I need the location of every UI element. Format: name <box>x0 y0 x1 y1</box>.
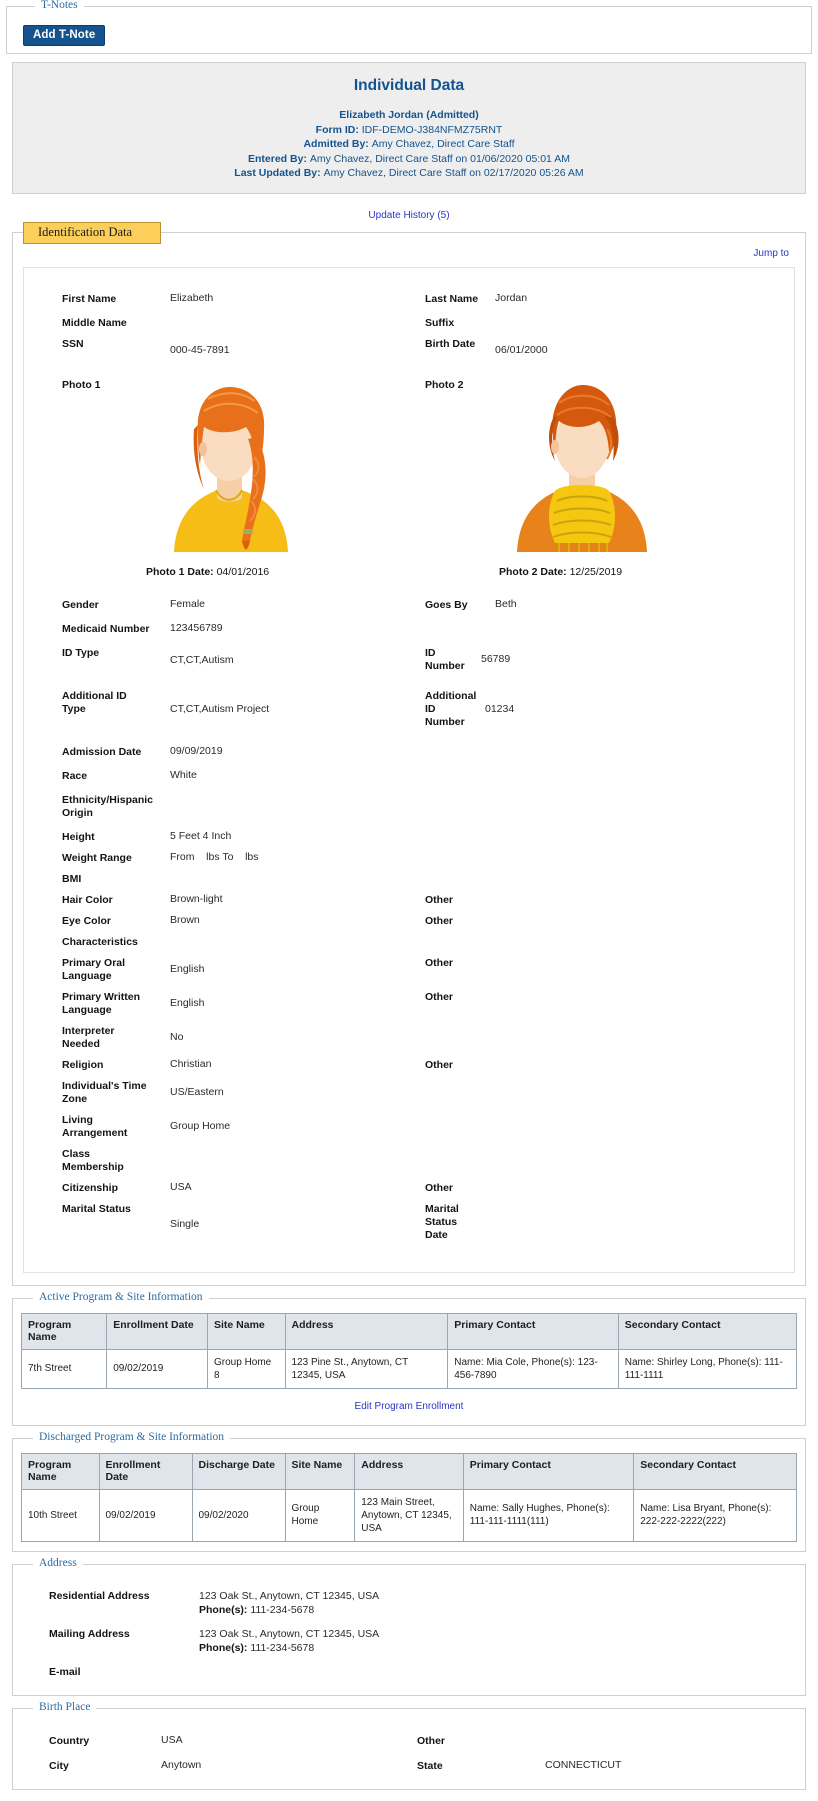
country-label: Country <box>49 1734 90 1747</box>
birth-place-section <box>12 1700 806 1790</box>
photo-2-date-label: Photo 2 Date: <box>499 565 567 578</box>
photo-2-date <box>499 566 622 578</box>
col-enrollment-date: Enrollment Date <box>107 1313 208 1349</box>
row-race <box>24 769 794 783</box>
middle-name-label: Middle Name <box>62 316 127 329</box>
medicaid-number-label: Medicaid Number <box>62 622 150 635</box>
field-marital-status-date <box>409 1202 794 1242</box>
row-weight-range <box>24 851 794 865</box>
field-living-arrangement <box>24 1113 409 1140</box>
row-written-language <box>24 990 794 1017</box>
address-section <box>12 1556 806 1696</box>
oral-other-label: Other <box>425 956 454 969</box>
row-bmi <box>24 872 794 886</box>
weight-range-label: Weight Range <box>62 851 132 864</box>
row-citizenship <box>24 1181 794 1195</box>
jump-to-container <box>23 243 795 267</box>
row-living-arrangement <box>24 1113 794 1140</box>
photo-2-date-value: 12/25/2019 <box>569 565 623 578</box>
field-marital-status <box>24 1202 409 1231</box>
field-religion-other <box>409 1058 794 1072</box>
admission-date-label: Admission Date <box>62 745 142 758</box>
goes-by-label: Goes By <box>425 598 468 611</box>
field-bmi <box>24 872 409 886</box>
cell-d-discharge-date: 09/02/2020 <box>192 1489 285 1541</box>
row-mailing-address <box>21 1627 797 1655</box>
birth-place-legend: Birth Place <box>33 1701 96 1713</box>
marital-status-label: Marital Status <box>62 1202 131 1215</box>
field-primary-written-language <box>24 990 409 1017</box>
living-arrangement-value: Group Home <box>170 1119 231 1132</box>
add-t-note-button[interactable]: Add T-Note <box>23 25 105 46</box>
class-membership-label: Class Membership <box>62 1147 124 1173</box>
active-program-header-row <box>22 1313 797 1349</box>
row-middle-suffix <box>24 316 794 330</box>
update-history-link[interactable]: Update History (5) <box>368 209 450 221</box>
row-residential-address <box>21 1589 797 1617</box>
row-admission-date <box>24 745 794 759</box>
field-eye-color <box>24 914 409 928</box>
field-weight-range <box>24 851 409 865</box>
entered-by-label: Entered By: <box>248 152 307 165</box>
photo-1-date <box>146 566 269 578</box>
country-other-label: Other <box>417 1734 446 1747</box>
form-id-row <box>21 123 797 138</box>
admitted-by-row <box>21 137 797 152</box>
country-value: USA <box>161 1733 183 1746</box>
residential-address-values <box>199 1589 379 1617</box>
cell-primary-contact: Name: Mia Cole, Phone(s): 123-456-7890 <box>448 1349 619 1388</box>
photo-2-image[interactable] <box>499 377 664 557</box>
individual-data-header <box>12 62 806 194</box>
active-program-section <box>12 1290 806 1426</box>
primary-written-language-label: Primary Written Language <box>62 990 140 1016</box>
first-name-value: Elizabeth <box>170 291 214 304</box>
mailing-address-values <box>199 1627 379 1655</box>
entered-by-value: Amy Chavez, Direct Care Staff on 01/06/2020 05:01 AM <box>309 152 570 165</box>
t-notes-legend: T-Notes <box>35 0 84 11</box>
field-citizenship <box>24 1181 409 1195</box>
row-eye-color <box>24 914 794 928</box>
row-ethnicity <box>24 793 794 820</box>
field-admission-date <box>24 745 409 759</box>
row-ssn-birth <box>24 337 794 357</box>
primary-written-language-value: English <box>170 996 205 1009</box>
cell-d-enrollment-date: 09/02/2019 <box>99 1489 192 1541</box>
cell-address: 123 Pine St., Anytown, CT 12345, USA <box>285 1349 448 1388</box>
field-additional-id-number <box>409 689 794 729</box>
id-type-label: ID Type <box>62 646 100 659</box>
photo-1-label: Photo 1 <box>62 378 101 391</box>
last-updated-by-label: Last Updated By: <box>234 167 321 179</box>
city-value: Anytown <box>161 1758 202 1771</box>
field-primary-oral-language <box>24 956 409 983</box>
discharged-program-section <box>12 1430 806 1552</box>
col-d-site-name: Site Name <box>285 1453 355 1489</box>
religion-other-label: Other <box>425 1058 454 1071</box>
field-suffix <box>409 316 794 330</box>
photo-2-label: Photo 2 <box>425 378 464 391</box>
field-hair-color <box>24 893 409 907</box>
weight-range-value: From lbs To lbs <box>170 850 259 863</box>
update-history-container <box>0 205 818 223</box>
form-id-label: Form ID: <box>315 123 359 136</box>
ssn-value: 000-45-7891 <box>170 343 230 356</box>
bmi-label: BMI <box>62 872 82 885</box>
timezone-value: US/Eastern <box>170 1085 224 1098</box>
id-number-label: ID Number <box>425 646 465 672</box>
jump-to-link[interactable]: Jump to <box>753 247 789 259</box>
field-written-other <box>409 990 794 1004</box>
additional-id-number-label: Additional ID Number <box>425 689 477 728</box>
eye-color-label: Eye Color <box>62 914 112 927</box>
admission-date-value: 09/09/2019 <box>170 744 223 757</box>
religion-value: Christian <box>170 1057 212 1070</box>
col-primary-contact: Primary Contact <box>448 1313 619 1349</box>
discharged-program-legend: Discharged Program & Site Information <box>33 1431 230 1443</box>
row-additional-id <box>24 689 794 729</box>
identification-card <box>23 267 795 1273</box>
citizenship-label: Citizenship <box>62 1181 119 1194</box>
id-number-value: 56789 <box>481 652 511 665</box>
last-name-label: Last Name <box>425 292 479 305</box>
t-notes-panel <box>6 0 812 54</box>
field-additional-id-type <box>24 689 409 716</box>
residential-phone-value: 111-234-5678 <box>250 1603 315 1616</box>
cell-enrollment-date: 09/02/2019 <box>107 1349 208 1388</box>
page-title: Individual Data <box>353 77 465 94</box>
col-d-program-name: Program Name <box>22 1453 100 1489</box>
active-program-table <box>21 1313 797 1389</box>
discharged-program-header-row <box>22 1453 797 1489</box>
field-id-number <box>409 646 794 673</box>
row-gender-goesby <box>24 598 794 612</box>
mailing-address-value: 123 Oak St., Anytown, CT 12345, USA <box>199 1627 380 1640</box>
primary-oral-language-value: English <box>170 962 205 975</box>
row-marital-status <box>24 1202 794 1242</box>
field-interpreter-needed <box>24 1024 409 1051</box>
marital-status-date-label: Marital Status Date <box>425 1202 459 1241</box>
col-d-secondary-contact: Secondary Contact <box>634 1453 797 1489</box>
eye-color-value: Brown <box>170 913 200 926</box>
row-email <box>21 1665 797 1679</box>
row-id-type <box>24 646 794 673</box>
photo-2-wrap <box>413 391 790 587</box>
gender-value: Female <box>170 597 206 610</box>
city-label: City <box>49 1759 69 1772</box>
height-value: 5 Feet 4 Inch <box>170 829 232 842</box>
active-program-legend: Active Program & Site Information <box>33 1291 209 1303</box>
cell-d-site-name: Group Home <box>285 1489 355 1541</box>
row-timezone <box>24 1079 794 1106</box>
cell-d-program-name: 10th Street <box>22 1489 100 1541</box>
col-d-primary-contact: Primary Contact <box>463 1453 634 1489</box>
field-goes-by <box>409 598 794 612</box>
entered-by-row <box>21 152 797 167</box>
race-label: Race <box>62 769 88 782</box>
state-label: State <box>417 1759 443 1772</box>
additional-id-type-value: CT,CT,Autism Project <box>170 702 270 715</box>
marital-status-value: Single <box>170 1217 200 1230</box>
residential-phone-line <box>199 1603 379 1617</box>
birth-date-label: Birth Date <box>425 337 476 350</box>
race-value: White <box>170 768 197 781</box>
photo-1-wrap <box>28 391 405 587</box>
col-secondary-contact: Secondary Contact <box>618 1313 796 1349</box>
col-site-name: Site Name <box>208 1313 286 1349</box>
identification-data-section <box>12 224 806 1286</box>
col-program-name: Program Name <box>22 1313 107 1349</box>
row-country <box>21 1734 797 1748</box>
additional-id-number-value: 01234 <box>485 702 515 715</box>
height-label: Height <box>62 830 95 843</box>
interpreter-needed-value: No <box>170 1030 184 1043</box>
first-name-label: First Name <box>62 292 117 305</box>
additional-id-type-label: Additional ID Type <box>62 689 127 715</box>
field-citizenship-other <box>409 1181 794 1195</box>
field-state <box>409 1759 793 1773</box>
hair-color-label: Hair Color <box>62 893 113 906</box>
field-race <box>24 769 409 783</box>
last-name-value: Jordan <box>495 291 528 304</box>
row-characteristics <box>24 935 794 949</box>
col-d-address: Address <box>355 1453 464 1489</box>
suffix-label: Suffix <box>425 316 455 329</box>
field-characteristics <box>24 935 409 949</box>
eye-other-label: Other <box>425 914 454 927</box>
row-oral-language <box>24 956 794 983</box>
person-name-status: Elizabeth Jordan (Admitted) <box>339 109 479 121</box>
cell-secondary-contact: Name: Shirley Long, Phone(s): 111-111-1111 <box>618 1349 796 1388</box>
residential-address-label: Residential Address <box>49 1589 150 1602</box>
hair-other-label: Other <box>425 893 454 906</box>
row-city-state <box>21 1759 797 1773</box>
mailing-address-label: Mailing Address <box>49 1627 130 1640</box>
citizenship-other-label: Other <box>425 1181 454 1194</box>
edit-program-enrollment-link[interactable]: Edit Program Enrollment <box>354 1400 464 1412</box>
ssn-label: SSN <box>62 337 84 350</box>
residential-phone-label: Phone(s): <box>199 1603 248 1616</box>
birth-date-value: 06/01/2000 <box>495 343 548 356</box>
timezone-label: Individual's Time Zone <box>62 1079 147 1105</box>
email-label: E-mail <box>49 1665 81 1678</box>
field-medicaid-number <box>24 622 409 636</box>
field-last-name <box>409 292 794 306</box>
field-city <box>25 1759 409 1773</box>
mailing-phone-value: 111-234-5678 <box>250 1641 315 1654</box>
goes-by-value: Beth <box>495 597 517 610</box>
residential-address-value: 123 Oak St., Anytown, CT 12345, USA <box>199 1589 380 1602</box>
cell-d-address: 123 Main Street, Anytown, CT 12345, USA <box>355 1489 464 1541</box>
living-arrangement-label: Living Arrangement <box>62 1113 128 1139</box>
gender-label: Gender <box>62 598 99 611</box>
mailing-phone-label: Phone(s): <box>199 1641 248 1654</box>
field-country-other <box>409 1734 793 1748</box>
table-row <box>22 1349 797 1388</box>
row-height <box>24 830 794 844</box>
photo-2-cell <box>409 379 794 587</box>
interpreter-needed-label: Interpreter Needed <box>62 1024 115 1050</box>
field-religion <box>24 1058 409 1072</box>
medicaid-number-value: 123456789 <box>170 621 223 634</box>
photo-1-cell <box>24 379 409 587</box>
state-value: CONNECTICUT <box>545 1758 622 1771</box>
admitted-by-label: Admitted By: <box>303 138 369 150</box>
ethnicity-label: Ethnicity/Hispanic Origin <box>62 793 154 819</box>
photo-1-date-value: 04/01/2016 <box>216 565 270 578</box>
field-hair-other <box>409 893 794 907</box>
field-birth-date <box>409 337 794 357</box>
field-oral-other <box>409 956 794 970</box>
admitted-by-value: Amy Chavez, Direct Care Staff <box>371 138 515 150</box>
form-id-value: IDF-DEMO-J384NFMZ75RNT <box>361 123 503 136</box>
col-address: Address <box>285 1313 448 1349</box>
photo-1-date-label: Photo 1 Date: <box>146 565 214 578</box>
field-gender <box>24 598 409 612</box>
col-d-enrollment-date: Enrollment Date <box>99 1453 192 1489</box>
row-religion <box>24 1058 794 1072</box>
edit-program-enrollment-container <box>21 1389 797 1416</box>
discharged-program-table <box>21 1453 797 1542</box>
characteristics-label: Characteristics <box>62 935 138 948</box>
row-hair-color <box>24 893 794 907</box>
written-other-label: Other <box>425 990 454 1003</box>
col-d-discharge-date: Discharge Date <box>192 1453 285 1489</box>
field-first-name <box>24 292 409 306</box>
cell-d-primary-contact: Name: Sally Hughes, Phone(s): 111-111-1111(111) <box>463 1489 634 1541</box>
row-medicaid <box>24 622 794 636</box>
id-type-value: CT,CT,Autism <box>170 653 234 666</box>
cell-site-name: Group Home 8 <box>208 1349 286 1388</box>
field-ethnicity <box>24 793 409 820</box>
cell-program-name: 7th Street <box>22 1349 107 1388</box>
field-ssn <box>24 337 409 357</box>
table-row <box>22 1489 797 1541</box>
religion-label: Religion <box>62 1058 104 1071</box>
row-name <box>24 292 794 306</box>
cell-d-secondary-contact: Name: Lisa Bryant, Phone(s): 222-222-2222(222) <box>634 1489 797 1541</box>
last-updated-by-row <box>21 166 797 181</box>
row-interpreter <box>24 1024 794 1051</box>
last-updated-by-value: Amy Chavez, Direct Care Staff on 02/17/2020 05:26 AM <box>323 167 584 179</box>
primary-oral-language-label: Primary Oral Language <box>62 956 126 982</box>
field-height <box>24 830 409 844</box>
identification-data-legend: Identification Data <box>23 222 161 244</box>
field-country <box>25 1734 409 1748</box>
field-class-membership <box>24 1147 409 1174</box>
row-class-membership <box>24 1147 794 1174</box>
field-middle-name <box>24 316 409 330</box>
citizenship-value: USA <box>170 1180 192 1193</box>
field-id-type <box>24 646 409 667</box>
row-photos <box>24 379 794 587</box>
field-eye-other <box>409 914 794 928</box>
photo-1-image[interactable] <box>146 377 311 557</box>
address-legend: Address <box>33 1557 83 1569</box>
mailing-phone-line <box>199 1641 379 1655</box>
field-timezone <box>24 1079 409 1106</box>
hair-color-value: Brown-light <box>170 892 223 905</box>
